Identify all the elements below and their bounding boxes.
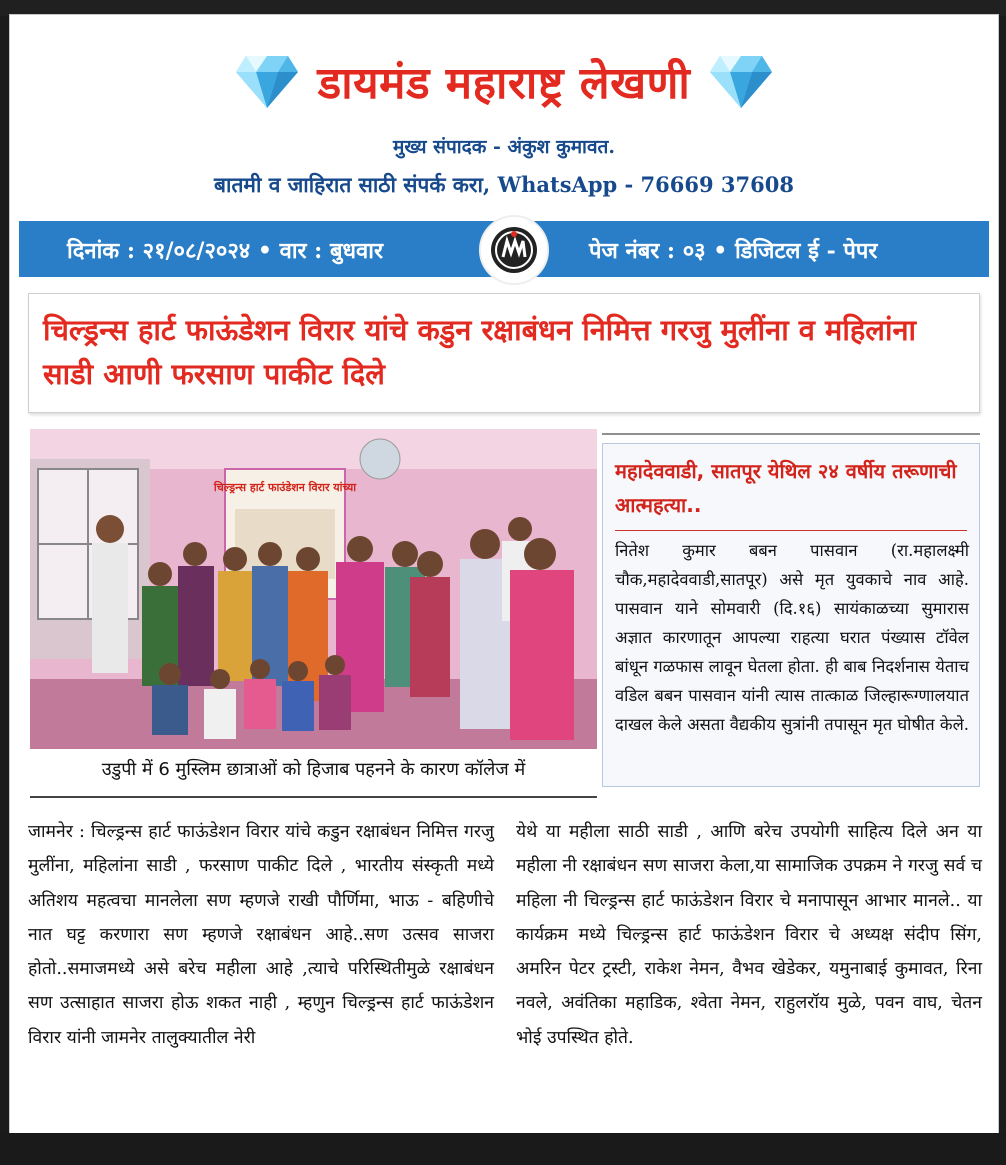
news-photo [30,429,597,749]
photo-caption: उडुपी में 6 मुस्लिम छात्राओं को हिजाब पहनने के कारण कॉलेज में [101,759,526,780]
info-bar [19,221,989,277]
sidebar-title: महादेववाडी, सातपूर येथिल २४ वर्षीय तरूणाची आत्महत्या.. [615,459,957,517]
contact-line: बातमी व जाहिरात साठी संपर्क करा, WhatsApp - 76669 37608 [214,172,794,197]
masthead-title: डायमंड महाराष्ट्र लेखणी [317,58,691,109]
newspaper-page [9,14,999,1134]
photo-banner-text: चिल्ड्रन्स हार्ट फाउंडेशन विरार यांच्या [213,481,357,494]
headline-box [28,293,980,413]
caption-divider [30,796,597,798]
diamond-icon [234,52,300,110]
publication-logo [479,215,549,285]
page-number-text: पेज नंबर : ०३ • डिजिटल ई - पेपर [589,238,878,264]
date-text: दिनांक : २१/०८/२०२४ • वार : बुधवार [67,238,383,264]
sidebar-top-rule [602,433,980,435]
editor-line: मुख्य संपादक - अंकुश कुमावत. [393,136,615,158]
diamond-icon [708,52,774,110]
event-photo-illustration [30,429,597,749]
publication-logo-icon [489,225,539,275]
masthead [10,41,998,199]
sidebar-news-box [602,443,980,787]
bottom-dark-strip [0,1133,1006,1165]
sidebar-body: नितेश कुमार बबन पासवान (रा.महालक्ष्मी चौक,महादेववाडी,सातपूर) असे मृत युवकाचे नाव आहे. पासवान याने सोमवारी (दि.१६) सायंकाळच्या सुमारास अज्ञात कारणातून आपल्या राहत्या घरात पंख्यास टॉवेल बांधून गळफास लावून घेतला होता. ही बाब निदर्शनास येताच वडिल बबन पासवान यांनी त्यास तात्काळ जिल्हारूग्णालयात दाखल केले असता वैद्यकीय सुत्रांनी तपासून मृत घोषीत केले. [615,541,970,734]
sidebar-divider [615,530,967,531]
article-column-2: येथे या महीला साठी साडी , आणि बरेच उपयोगी साहित्य दिले अन या महीला नी रक्षाबंधन सण साजरा केला,या सामाजिक उपक्रम ने गरजु सर्व च महिला नी चिल्ड्रन्स हार्ट फाऊंडेशन विरार चे मनापासून आभार मानले.. या कार्यक्रम मध्ये चिल्ड्रन्स हार्ट फाऊंडेशन विरार चे अध्यक्ष संदीप सिंग, अमरिन पेटर ट्रस्टी, राकेश नेमन, वैभव खेडेकर, यमुनाबाई कुमावत, रिना नवले, अवंतिका महाडिक, श्वेता नेमन, राहुलरॉय मुळे, पवन वाघ, चेतन भोई उपस्थित होते. [516,822,982,1048]
headline-text: चिल्ड्रन्स हार्ट फाऊंडेशन विरार यांचे कडुन रक्षाबंधन निमित्त गरजु मुलींना व महिलांना साडी आणी फरसाण पाकीट दिले [43,313,917,391]
article-column-1: जामनेर : चिल्ड्रन्स हार्ट फाऊंडेशन विरार यांचे कडुन रक्षाबंधन निमित्त गरजु मुलींना, महिलांना साडी , फरसाण पाकीट दिले , भारतीय संस्कृती मध्ये अतिशय महत्वचा मानलेला सण म्हणजे राखी पौर्णिमा, भाऊ - बहिणीचे नात घट्ट करणारा सण म्हणजे रक्षाबंधन आहे..सण उत्सव साजरा होतो..समाजमध्ये असे बरेच महीला आहे ,त्याचे परिस्थितीमुळे रक्षाबंधन सण उत्साहात साजरा होऊ शकत नाही , म्हणुन चिल्ड्रन्स हार्ट फाऊंडेशन विरार यांनी जामनेर तालुक्यातील नेरी [28,822,494,1048]
